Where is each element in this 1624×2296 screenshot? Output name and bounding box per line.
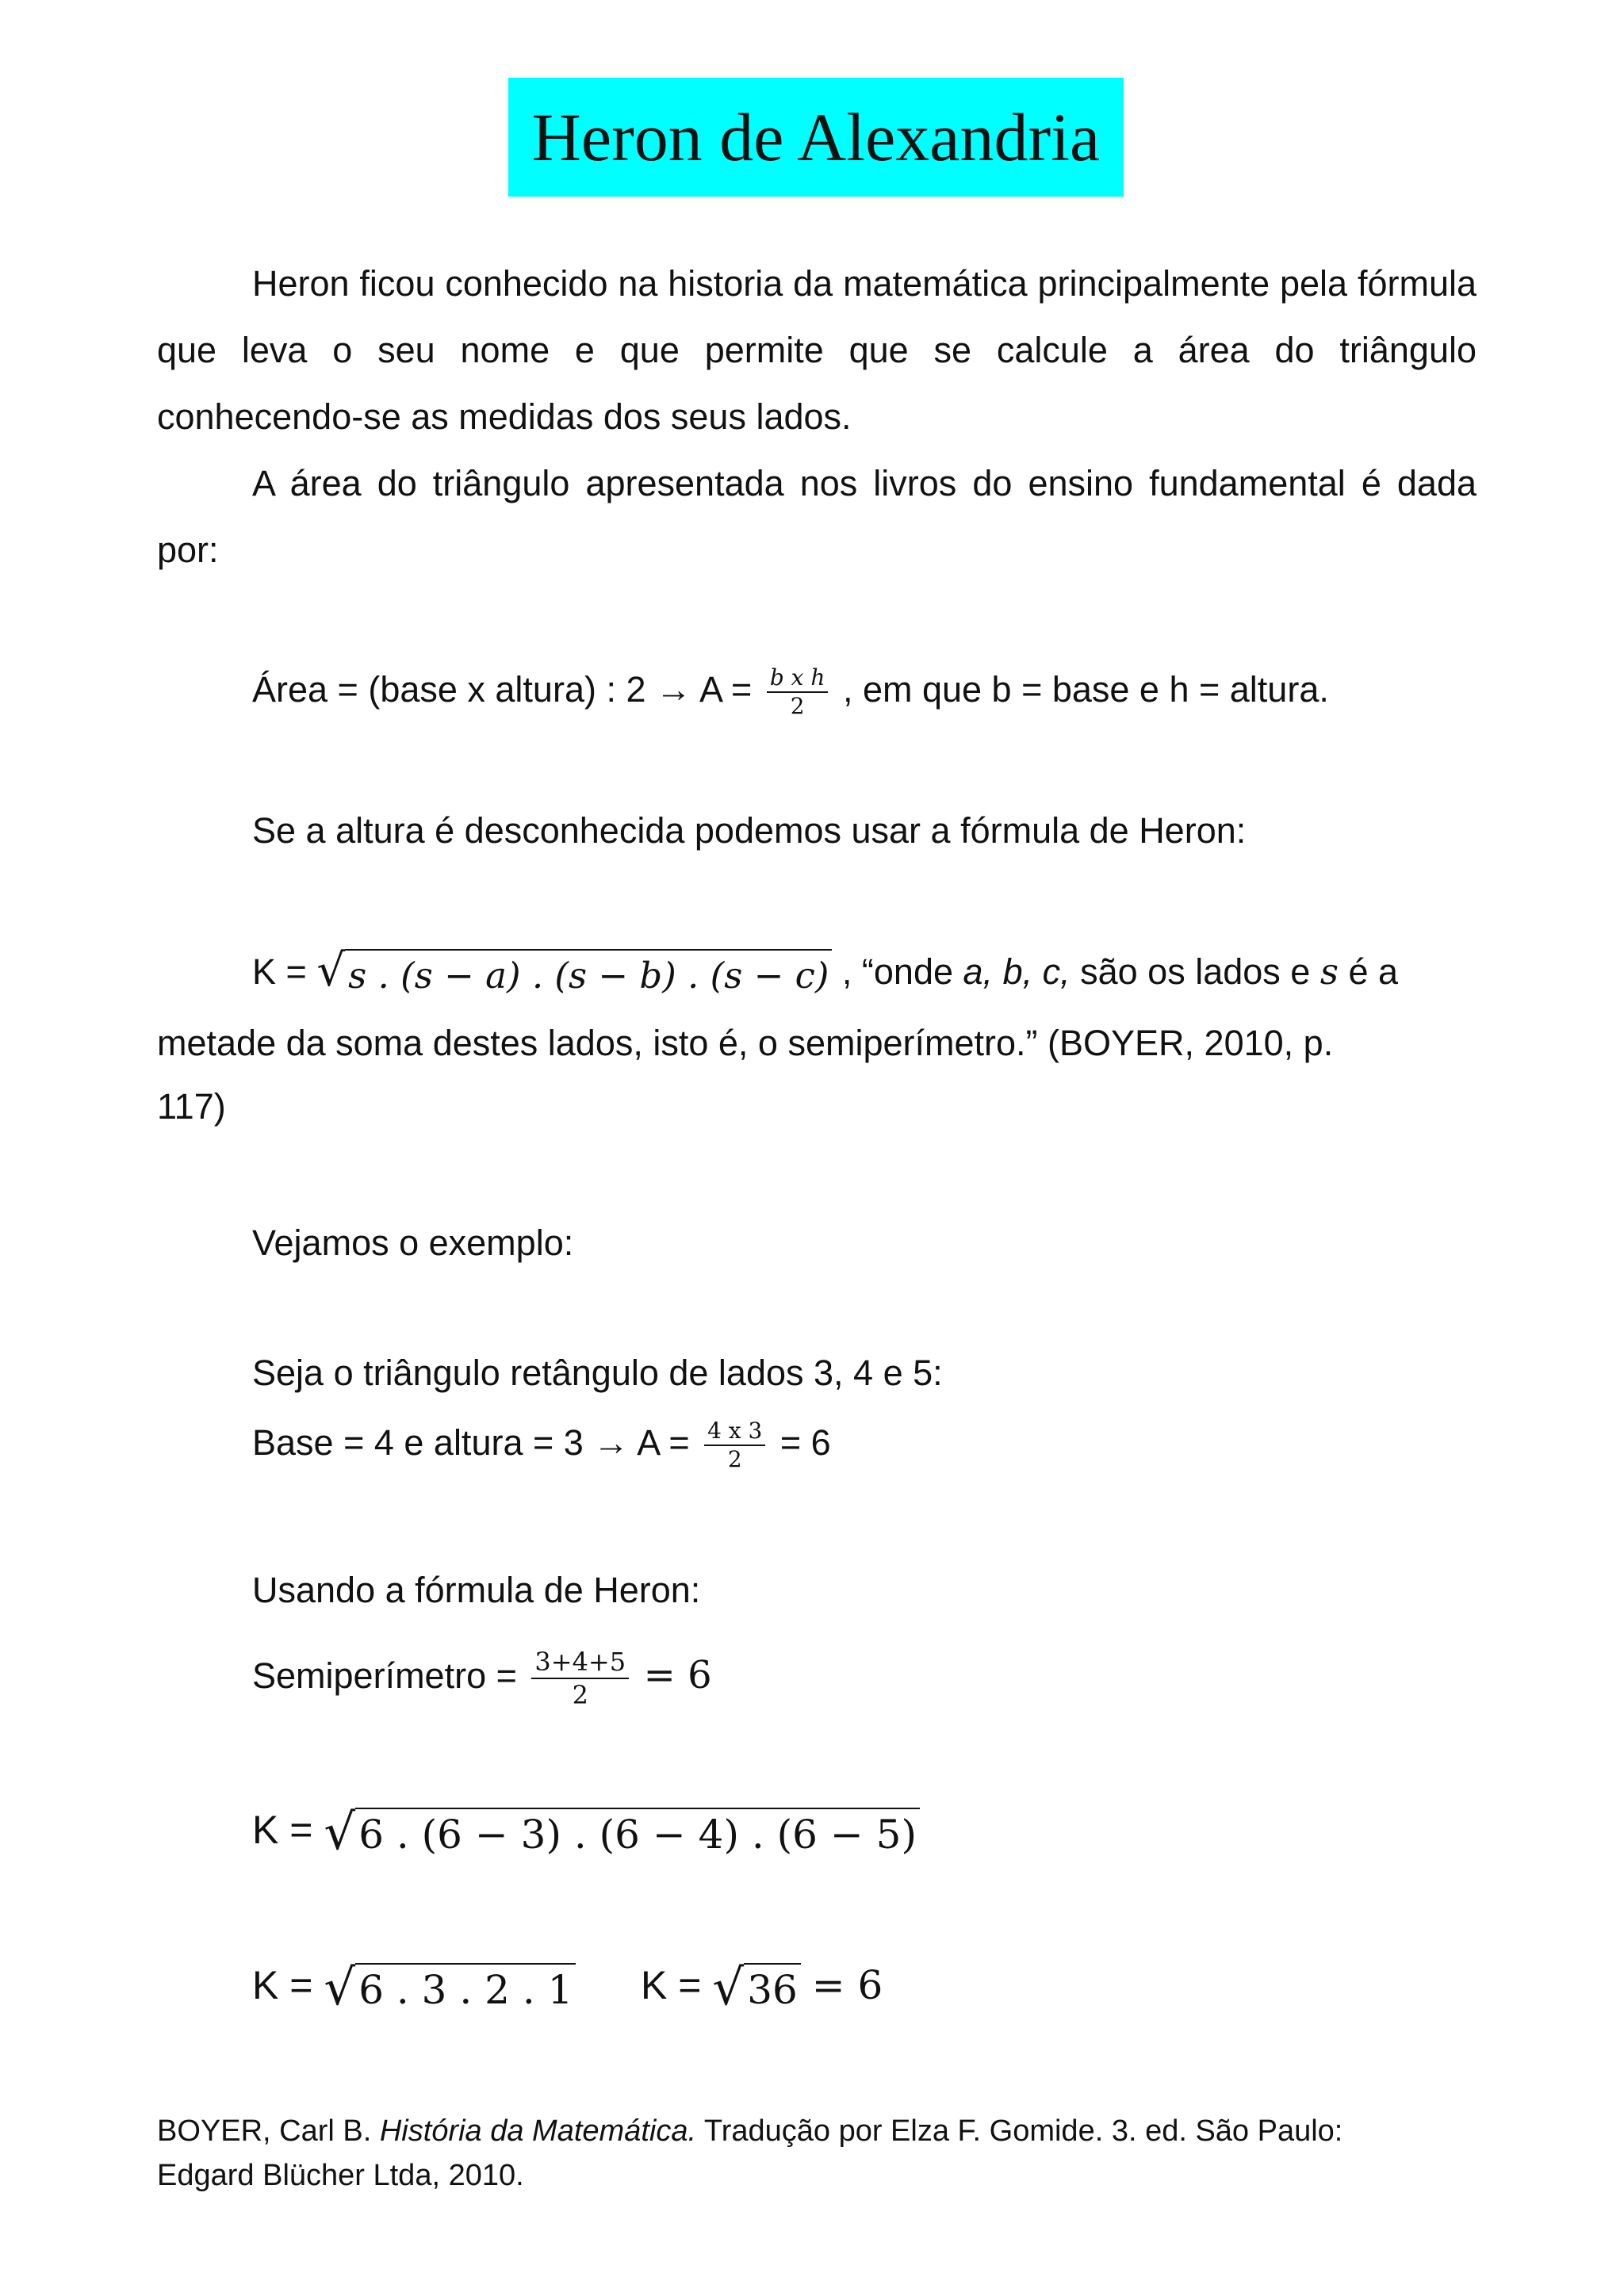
example-fraction-numerator: 4 x 3 xyxy=(704,1418,765,1446)
reference-details: Tradução por Elza F. Gomide. 3. ed. São Paulo: Edgard Blücher Ltda, 2010. xyxy=(157,2114,1343,2192)
example-area-formula xyxy=(252,1418,831,1473)
heron-mid-text: são os lados e xyxy=(1080,951,1311,992)
example-triangle: Seja o triângulo retângulo de lados 3, 4 e 5: xyxy=(252,1353,943,1393)
reference-author: BOYER, Carl B. xyxy=(157,2114,372,2148)
area-fraction-numerator: b x h xyxy=(767,664,829,693)
k-step2-label: K = xyxy=(252,1963,313,2007)
heron-k-step3 xyxy=(641,1957,883,2016)
reference-work: História da Matemática. xyxy=(379,2114,697,2148)
semiperimeter-result: = 6 xyxy=(643,1652,712,1697)
heron-quote-line2: metade da soma destes lados, isto é, o semiperímetro.” (BOYER, 2010, p. xyxy=(157,1023,1334,1063)
example-intro: Vejamos o exemplo: xyxy=(252,1223,574,1263)
heron-vars-abc: a, b, c, xyxy=(963,951,1071,992)
semiperimeter-fraction xyxy=(531,1646,629,1711)
sqrt-icon: √ xyxy=(712,1957,745,2016)
heron-k-step1 xyxy=(252,1802,920,1861)
example-area-fraction xyxy=(704,1418,765,1473)
semiperimeter-formula xyxy=(252,1646,712,1711)
k-step1-sqrt xyxy=(324,1802,920,1861)
heron-k-label: K = xyxy=(252,951,307,992)
semiperimeter-numerator: 3+4+5 xyxy=(531,1646,629,1679)
area-formula xyxy=(252,664,1329,720)
heron-quote-start: , “onde xyxy=(841,951,954,992)
sqrt-icon: √ xyxy=(316,945,346,997)
intro-paragraph: Heron ficou conhecido na historia da matemática principalmente pela fórmula que leva o seu nome e que permite que se calcule a área do triângulo conhecendo-se as medidas dos seus lados. xyxy=(157,263,1477,437)
k-step3-sqrt xyxy=(712,1957,800,2016)
area-formula-prefix: Área = (base x altura) : 2 → A = xyxy=(252,668,753,710)
area-fraction-denominator: 2 xyxy=(790,693,805,719)
page-title: Heron de Alexandria xyxy=(508,78,1124,197)
semiperimeter-denominator: 2 xyxy=(572,1680,588,1710)
heron-radicand: s . (s − a) . (s − b) . (s − c) xyxy=(345,949,832,1000)
bibliographic-reference xyxy=(157,2109,1394,2198)
k-step1-label: K = xyxy=(252,1808,313,1852)
area-formula-suffix: , em que b = base e h = altura. xyxy=(842,668,1329,710)
semiperimeter-prefix: Semiperímetro = xyxy=(252,1655,517,1696)
example-fraction-denominator: 2 xyxy=(727,1446,742,1472)
area-intro-paragraph: A área do triângulo apresentada nos livros do ensino fundamental é dada por: xyxy=(157,463,1477,570)
heron-formula-line xyxy=(252,945,1477,1000)
sqrt-icon: √ xyxy=(324,1957,356,2016)
heron-var-s: s xyxy=(1320,951,1339,993)
area-fraction xyxy=(767,664,829,720)
heron-intro: Se a altura é desconhecida podemos usar a fórmula de Heron: xyxy=(252,810,1247,851)
k-step3-radicand: 36 xyxy=(744,1963,801,2014)
heron-use-intro: Usando a fórmula de Heron: xyxy=(252,1570,701,1610)
k-step3-label: K = xyxy=(641,1963,702,2007)
heron-sqrt xyxy=(316,945,832,1000)
heron-quote-line3: 117) xyxy=(157,1086,226,1127)
example-area-result: = 6 xyxy=(779,1422,831,1463)
k-step2-radicand: 6 . 3 . 2 . 1 xyxy=(355,1963,576,2014)
sqrt-icon: √ xyxy=(324,1802,356,1861)
k-step2-sqrt xyxy=(324,1957,576,2016)
heron-k-step2 xyxy=(252,1957,576,2016)
example-area-prefix: Base = 4 e altura = 3 → A = xyxy=(252,1422,690,1463)
k-step1-radicand: 6 . (6 − 3) . (6 − 4) . (6 − 5) xyxy=(355,1808,920,1858)
k-step3-result: = 6 xyxy=(811,1962,883,2008)
heron-end-line1: é a xyxy=(1348,951,1399,992)
